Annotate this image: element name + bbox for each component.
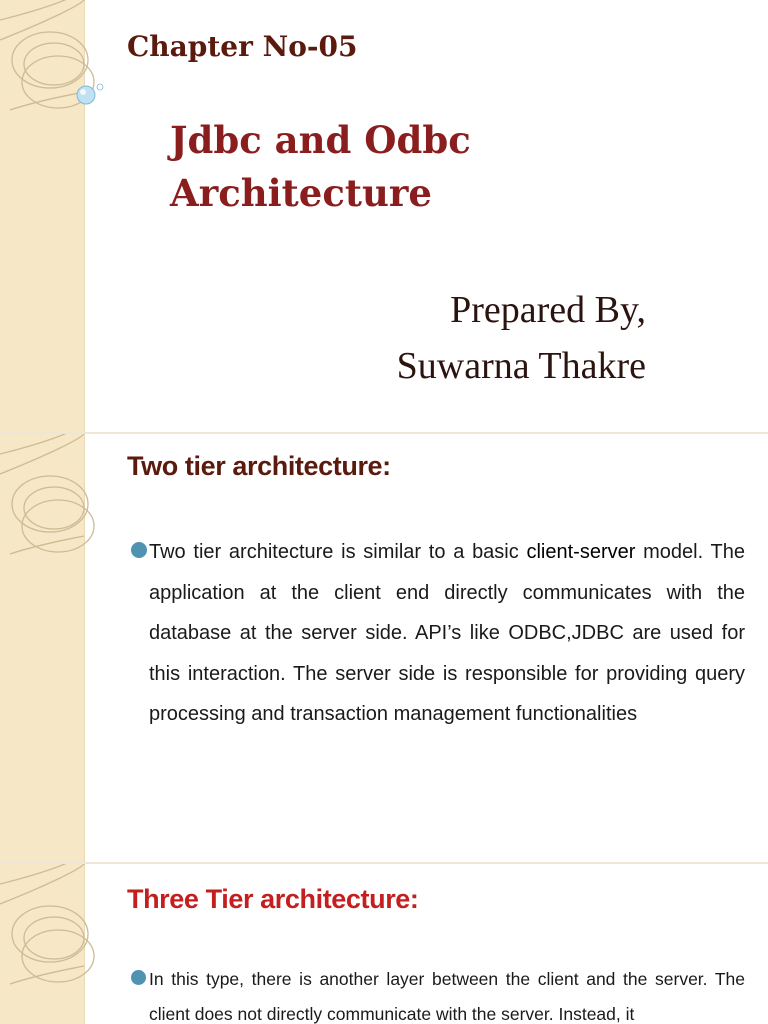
title-line-2: Architecture [170,171,432,215]
bullet-text-start: Two tier architecture is similar to a basic [149,541,527,563]
chapter-title: Chapter No-05 [127,30,358,63]
bubble-icon [77,84,103,104]
decorative-side-strip [0,434,85,862]
two-tier-slide [0,434,768,862]
three-tier-slide [0,864,768,1024]
bullet-item [131,532,745,735]
author-block [397,282,646,394]
bullet-text-rest: model. The application at the client end directly communicates with the database at the server side. API’s like ODBC,JDBC are used for this interaction. The server side is responsible for providing query processing and transaction management functionalities [149,541,745,725]
presentation-title [170,114,471,220]
title-line-1: Jdbc and Odbc [170,118,471,162]
section-heading: Three Tier architecture: [127,884,419,914]
decorative-swirl-icon [0,0,110,432]
bullet-item [131,962,745,1024]
bullet-text [131,532,745,735]
client-server-term: client-server [526,541,636,563]
author-name: Suwarna Thakre [396,345,646,387]
prepared-by-label: Prepared By, [450,289,646,331]
decorative-side-strip [0,864,85,1024]
decorative-swirl-icon [0,864,110,1024]
decorative-side-strip [0,0,85,432]
bullet-dot-icon [131,542,147,558]
bullet-dot-icon [131,970,146,985]
section-heading: Two tier architecture: [127,451,391,481]
decorative-swirl-icon [0,434,110,862]
bullet-text: In this type, there is another layer between the client and the server. The client does not directly communicate with the server. Instead, it [149,969,745,1024]
title-slide [0,0,768,432]
